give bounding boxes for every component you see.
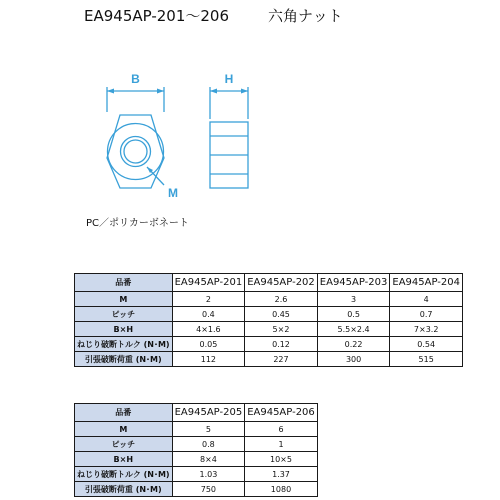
dim-h-label: H	[224, 72, 234, 86]
value-cell: 750	[172, 482, 245, 497]
table-row	[75, 322, 463, 337]
part-number-cell: EA945AP-204	[390, 274, 463, 292]
value-cell: 2	[172, 292, 245, 307]
value-cell: 7×3.2	[390, 322, 463, 337]
thread-outer-circle	[121, 137, 151, 167]
value-cell: 0.54	[390, 337, 463, 352]
value-cell: 0.7	[390, 307, 463, 322]
value-cell: 1.03	[172, 467, 245, 482]
value-cell: 0.22	[317, 337, 390, 352]
part-number-cell: EA945AP-203	[317, 274, 390, 292]
table-row	[75, 337, 463, 352]
table-row	[75, 352, 463, 367]
value-cell: 5	[172, 422, 245, 437]
thread-inner-circle	[124, 140, 147, 163]
value-cell: 3	[317, 292, 390, 307]
b-arrow-left	[107, 89, 114, 94]
product-code-title: EA945AP-201～206	[84, 7, 230, 25]
spec-table-201-204	[74, 273, 463, 367]
value-cell: 227	[245, 352, 318, 367]
table-row	[75, 422, 318, 437]
value-cell: 10×5	[245, 452, 318, 467]
value-cell: 2.6	[245, 292, 318, 307]
table-row	[75, 437, 318, 452]
h-arrow-left	[210, 89, 217, 94]
value-cell: 0.12	[245, 337, 318, 352]
value-cell: 4×1.6	[172, 322, 245, 337]
b-arrow-right	[157, 89, 164, 94]
value-cell: 8×4	[172, 452, 245, 467]
dim-m-label: M	[168, 186, 178, 200]
value-cell: 1080	[245, 482, 318, 497]
table-row	[75, 467, 318, 482]
row-label: B×H	[75, 452, 173, 467]
dim-b-label: B	[131, 72, 140, 86]
row-label: 引張破断荷重 (N･M)	[75, 352, 173, 367]
value-cell: 515	[390, 352, 463, 367]
value-cell: 5×2	[245, 322, 318, 337]
part-number-cell: EA945AP-206	[245, 404, 318, 422]
value-cell: 0.5	[317, 307, 390, 322]
part-number-cell: EA945AP-201	[172, 274, 245, 292]
table-header-row	[75, 274, 463, 292]
hex-outline	[107, 115, 164, 188]
h-arrow-right	[241, 89, 248, 94]
row-label: 品番	[75, 404, 173, 422]
row-label: 引張破断荷重 (N･M)	[75, 482, 173, 497]
row-label: ねじり破断トルク (N･M)	[75, 467, 173, 482]
part-number-cell: EA945AP-202	[245, 274, 318, 292]
table-row	[75, 292, 463, 307]
hex-nut-drawing	[0, 0, 500, 210]
row-label: ピッチ	[75, 307, 173, 322]
value-cell: 112	[172, 352, 245, 367]
value-cell: 5.5×2.4	[317, 322, 390, 337]
spec-table-205-206	[74, 403, 318, 497]
row-label: ピッチ	[75, 437, 173, 452]
value-cell: 6	[245, 422, 318, 437]
part-number-cell: EA945AP-205	[172, 404, 245, 422]
value-cell: 0.4	[172, 307, 245, 322]
table-row	[75, 482, 318, 497]
value-cell: 300	[317, 352, 390, 367]
hex-chamfer-circle	[108, 124, 164, 180]
row-label: M	[75, 422, 173, 437]
value-cell: 4	[390, 292, 463, 307]
value-cell: 1	[245, 437, 318, 452]
table-header-row	[75, 404, 318, 422]
row-label: ねじり破断トルク (N･M)	[75, 337, 173, 352]
value-cell: 0.8	[172, 437, 245, 452]
row-label: M	[75, 292, 173, 307]
row-label: 品番	[75, 274, 173, 292]
value-cell: 1.37	[245, 467, 318, 482]
product-name-title: 六角ナット	[268, 7, 343, 25]
value-cell: 0.45	[245, 307, 318, 322]
value-cell: 0.05	[172, 337, 245, 352]
row-label: B×H	[75, 322, 173, 337]
table-row	[75, 307, 463, 322]
table-row	[75, 452, 318, 467]
material-note: PC／ポリカーボネート	[86, 218, 189, 229]
